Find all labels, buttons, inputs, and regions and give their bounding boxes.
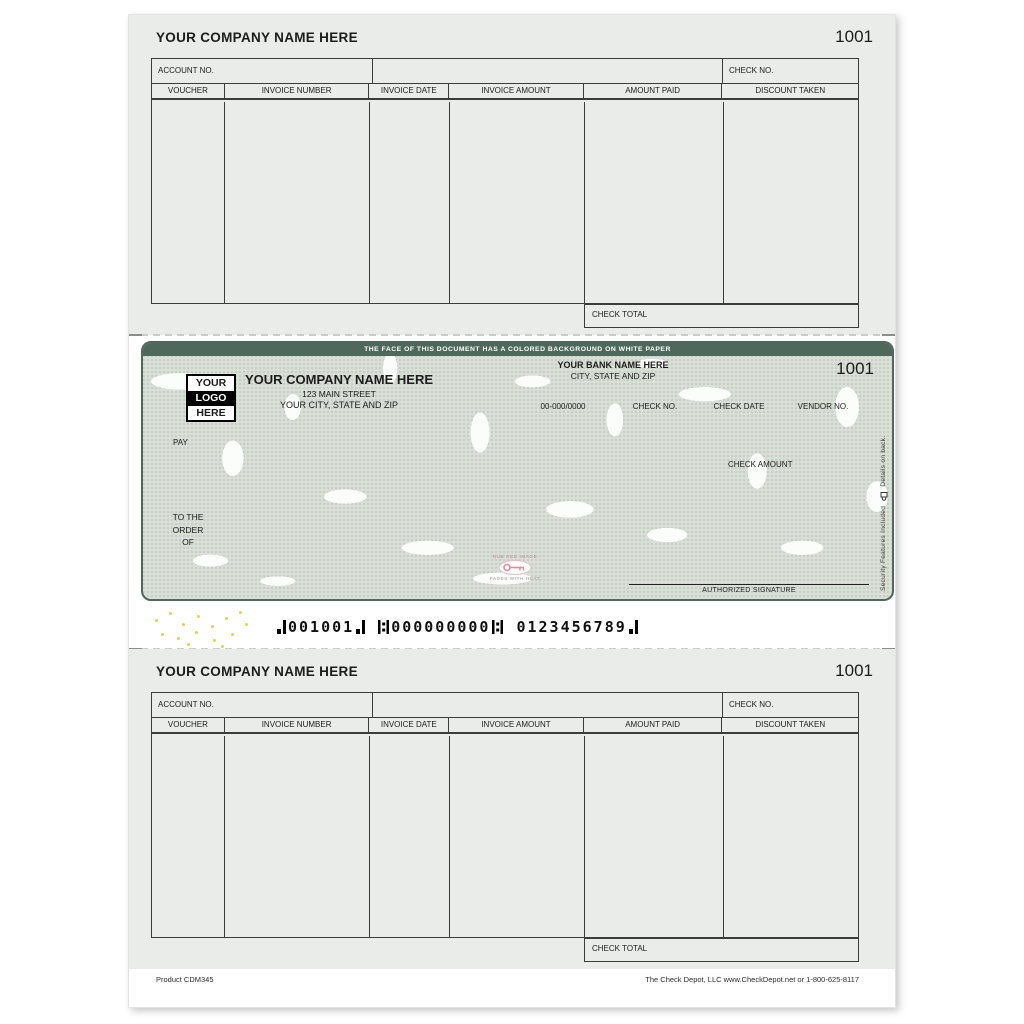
check-number: 1001 (836, 359, 874, 378)
col-invoice-date: INVOICE DATE (369, 718, 449, 732)
micr-account-group (516, 618, 637, 636)
order-line-1: TO THE (172, 512, 204, 522)
payer-company-name: YOUR COMPANY NAME HERE (244, 372, 434, 387)
key-icon (498, 560, 532, 575)
micr-account-number: 0123456789 (516, 618, 627, 636)
thermochromic-security-mark (471, 554, 559, 581)
stub-check-number: 1001 (835, 27, 873, 46)
account-no-cell: ACCOUNT NO. (152, 59, 373, 83)
authorized-signature-line: AUTHORIZED SIGNATURE (629, 584, 869, 594)
logo-line-2: LOGO (188, 391, 234, 406)
micr-check-number: 001001 (288, 618, 355, 636)
remittance-table (151, 692, 859, 938)
table-header-row (152, 84, 858, 100)
bank-block (513, 360, 713, 381)
padlock-icon (880, 492, 888, 501)
stub-check-number: 1001 (835, 661, 873, 680)
check-date-label: CHECK DATE (713, 402, 765, 411)
stub-company-name: YOUR COMPANY NAME HERE (156, 30, 358, 45)
logo-line-1: YOUR (195, 377, 227, 389)
micr-transit-symbol (378, 620, 389, 634)
pay-label: PAY (173, 438, 188, 447)
security-dot-pattern (147, 609, 259, 649)
perforation-line-top (129, 334, 895, 336)
col-invoice-number: INVOICE NUMBER (225, 84, 370, 98)
payer-company-block (244, 372, 434, 410)
col-invoice-amount: INVOICE AMOUNT (449, 718, 584, 732)
micr-routing-group (378, 618, 503, 636)
check-no-cell: CHECK NO. (722, 59, 858, 83)
remittance-table (151, 58, 859, 304)
micr-onus-symbol (277, 620, 286, 634)
heat-mark-bottom-text: FADES WITH HEAT (489, 576, 541, 581)
payer-address-line1: 123 MAIN STREET (302, 389, 376, 399)
stub-company-name: YOUR COMPANY NAME HERE (156, 664, 358, 679)
account-no-cell: ACCOUNT NO. (152, 693, 373, 717)
col-discount-taken: DISCOUNT TAKEN (755, 720, 826, 729)
col-amount-paid: AMOUNT PAID (584, 84, 723, 98)
check-face (141, 341, 894, 601)
laser-check-sheet (128, 14, 896, 1008)
col-discount-taken: DISCOUNT TAKEN (755, 86, 826, 95)
col-voucher: VOUCHER (152, 718, 225, 732)
check-amount-label: CHECK AMOUNT (728, 460, 793, 469)
table-info-row (152, 693, 858, 718)
check-no-cell: CHECK NO. (722, 693, 858, 717)
security-strip-text-1: Security Features Included (880, 505, 887, 591)
col-amount-paid: AMOUNT PAID (584, 718, 723, 732)
payer-address-line2: YOUR CITY, STATE AND ZIP (279, 400, 399, 410)
col-invoice-amount: INVOICE AMOUNT (449, 84, 584, 98)
table-info-row (152, 59, 858, 84)
routing-fraction: 00-000/0000 (540, 402, 586, 411)
vendor-info: The Check Depot, LLC www.CheckDepot.net or 1-800-625-8117 (645, 975, 859, 984)
micr-onus-symbol (356, 620, 365, 634)
micr-check-number-group (277, 618, 365, 636)
top-remittance-stub (129, 15, 895, 335)
to-the-order-of-label (171, 511, 205, 549)
logo-line-3: HERE (196, 406, 226, 419)
check-total-box: CHECK TOTAL (584, 938, 859, 962)
vendor-no-label: VENDOR NO. (797, 402, 849, 411)
bank-address: CITY, STATE AND ZIP (570, 371, 656, 381)
table-body (152, 736, 858, 937)
bank-name: YOUR BANK NAME HERE (557, 360, 669, 370)
product-code: Product CDM345 (156, 975, 214, 984)
bottom-remittance-stub (129, 649, 895, 969)
micr-onus-symbol (629, 620, 638, 634)
col-invoice-number: INVOICE NUMBER (225, 718, 370, 732)
table-header-row (152, 718, 858, 734)
heat-mark-top-text: RUB RED IMAGE (492, 554, 538, 559)
col-voucher: VOUCHER (152, 84, 225, 98)
order-line-3: OF (182, 537, 194, 547)
micr-transit-symbol (492, 620, 503, 634)
order-line-2: ORDER (172, 524, 204, 535)
check-total-box: CHECK TOTAL (584, 304, 859, 328)
table-body (152, 102, 858, 303)
col-invoice-date: INVOICE DATE (369, 84, 449, 98)
micr-band (129, 609, 895, 649)
micr-line (277, 618, 638, 636)
colored-background-banner: THE FACE OF THIS DOCUMENT HAS A COLORED BACKGROUND ON WHITE PAPER (143, 343, 892, 356)
micr-routing-number: 000000000 (391, 618, 491, 636)
logo-placeholder (186, 374, 236, 422)
security-strip-text-2: Details on back. (880, 435, 887, 487)
security-features-strip (878, 421, 889, 591)
check-no-label: CHECK NO. (632, 402, 678, 411)
